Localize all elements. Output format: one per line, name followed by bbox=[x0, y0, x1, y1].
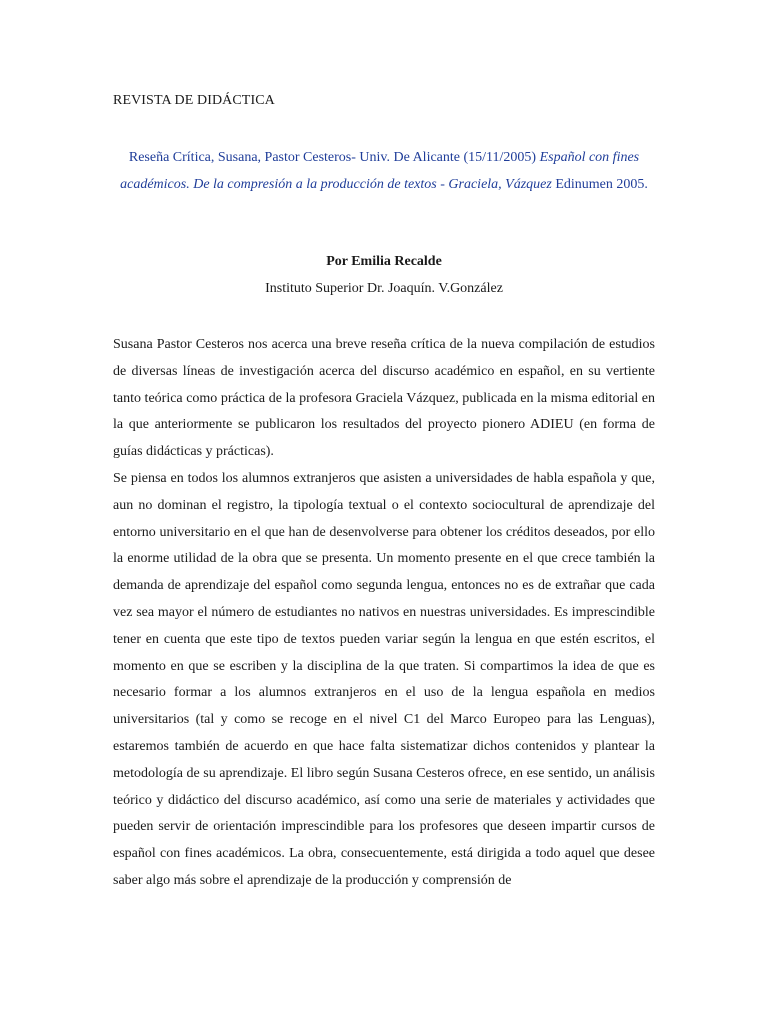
review-publisher: Edinumen 2005. bbox=[551, 176, 648, 192]
review-prefix: Reseña Crítica, Susana, Pastor Cesteros- Univ. De Alicante (15/11/2005) bbox=[128, 150, 540, 165]
author-institution: Instituto Superior Dr. Joaquín. V.González bbox=[265, 281, 503, 296]
book-title: Español con fines académicos. De la compresión a la producción de textos - Graciela, Vázquez bbox=[120, 150, 640, 192]
article-body bbox=[113, 332, 655, 895]
author-byline: Por Emilia Recalde bbox=[326, 254, 442, 269]
body-paragraph: Se piensa en todos los alumnos extranjeros que asisten a universidades de habla española y que, aun no dominan el registro, la tipología textual o el contexto sociocultural de aprendizaje del entorno universitario en el que han de desenvolverse para obtener los créditos deseados, por ello la enorme utilidad de la obra que se presenta. Un momento presente en el que crece también la demanda de aprendizaje del español como segunda lengua, entonces no es de extrañar que cada vez sea mayor el número de estudiantes no nativos en nuestras universidades. Es imprescindible tener en cuenta que este tipo de textos pueden variar según la lengua en que estén escritos, el momento en que se escriben y la disciplina de la que traten. Si compartimos la idea de que es necesario formar a los alumnos extranjeros en el uso de la lengua española en medios universitarios (tal y como se recoge en el nivel C1 del Marco Europeo para las Lenguas), estaremos también de acuerdo en que hace falta sistematizar dichos contenidos y plantear la metodología de su aprendizaje. El libro según Susana Cesteros ofrece, en ese sentido, un análisis teórico y didáctico del discurso académico, así como una serie de materiales y actividades que pueden servir de orientación imprescindible para los profesores que deseen impartir cursos de español con fines académicos. La obra, consecuentemente, está dirigida a todo aquel que desee saber algo más sobre el aprendizaje de la producción y comprensión de bbox=[113, 470, 655, 888]
journal-title: REVISTA DE DIDÁCTICA bbox=[113, 93, 275, 108]
body-paragraph: Susana Pastor Cesteros nos acerca una breve reseña crítica de la nueva compilación de estudios de diversas líneas de investigación acerca del discurso académico en español, en su vertiente tanto teórica como práctica de la profesora Graciela Vázquez, publicada en la misma editorial en la que anteriormente se publicaron los resultados del proyecto pionero ADIEU (en forma de guías didácticas y prácticas). bbox=[113, 337, 655, 460]
review-reference bbox=[113, 145, 655, 198]
